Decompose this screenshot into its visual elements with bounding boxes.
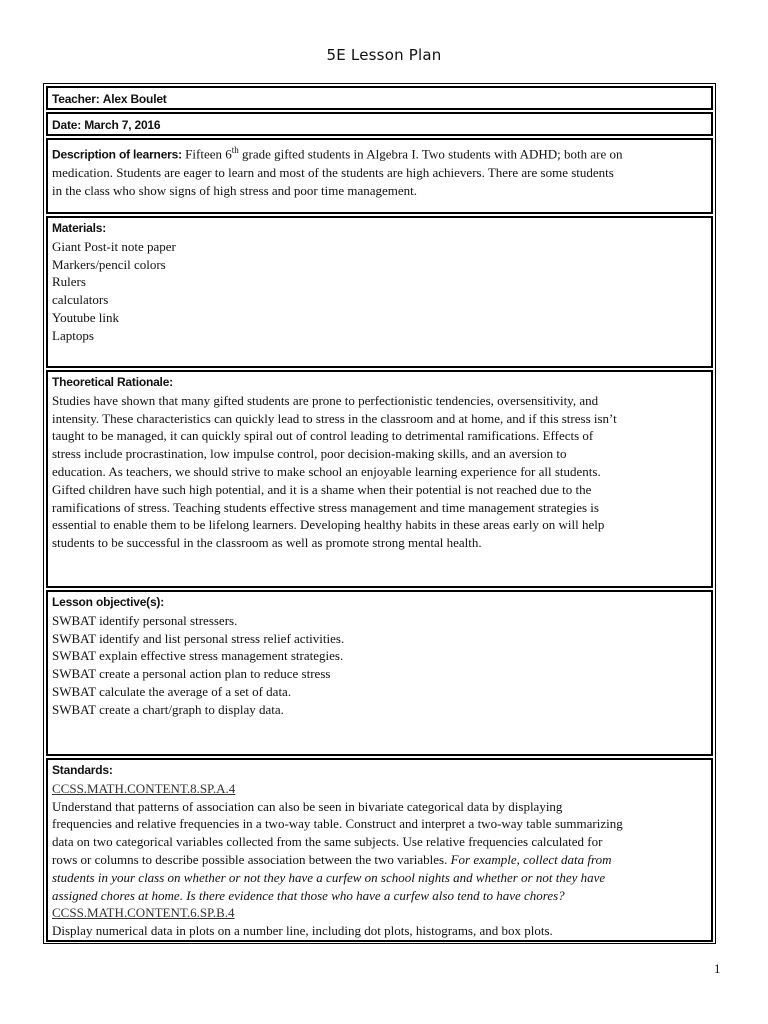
objective-item: SWBAT create a personal action plan to reduce stress: [52, 666, 331, 682]
standard-example-start: For example, collect data from: [450, 851, 612, 867]
learners-text-1b: grade gifted students in Algebra I. Two students with ADHD; both are on: [238, 146, 623, 162]
learners-superscript: th: [231, 145, 239, 155]
rationale-line: stress include procrastination, low impulse control, poor decision-making skills, and an aversion to: [52, 446, 567, 462]
learners-section: [46, 138, 713, 214]
standards-section: [46, 758, 713, 942]
objective-item: SWBAT identify and list personal stress relief activities.: [52, 630, 345, 646]
objectives-section: [46, 590, 713, 756]
materials-item: Youtube link: [52, 309, 119, 325]
standard-text-line: frequencies and relative frequencies in a two-way table. Construct and interpret a two-way table summarizing: [52, 816, 623, 832]
standard-text-line: Understand that patterns of association can also be seen in bivariate categorical data by displaying: [52, 798, 563, 814]
objective-item: SWBAT identify personal stressers.: [52, 612, 238, 628]
materials-item: Rulers: [52, 274, 86, 290]
date-row: [46, 112, 713, 136]
date-value: March 7, 2016: [84, 118, 161, 132]
standard-example-line: students in your class on whether or not they have a curfew on school nights and whether or not they have: [52, 869, 606, 885]
teacher-name: Alex Boulet: [102, 92, 167, 106]
rationale-line: intensity. These characteristics can quickly lead to stress in the classroom and at home, and if this stress isn’t: [52, 410, 617, 426]
standard-text-line: [52, 851, 706, 869]
standard-link-6-sp-b-4[interactable]: CCSS.MATH.CONTENT.6.SP.B.4: [52, 905, 235, 921]
standard-text-plain: rows or columns to describe possible association between the two variables.: [52, 851, 451, 867]
learners-line-2: medication. Students are eager to learn and most of the students are high achievers. There are some students: [52, 165, 614, 181]
objective-item: SWBAT explain effective stress management strategies.: [52, 648, 344, 664]
standard-text-line: data on two categorical variables collected from the same subjects. Use relative frequencies calculated for: [52, 834, 603, 850]
lesson-plan-table: [43, 83, 716, 944]
standard-text-line: Display numerical data in plots on a number line, including dot plots, histograms, and box plots.: [52, 923, 553, 939]
learners-line-1: [52, 142, 706, 164]
rationale-line: ramifications of stress. Teaching students effective stress management and time management strategies is: [52, 499, 599, 515]
materials-item: calculators: [52, 292, 109, 308]
learners-label: Description of learners:: [52, 147, 182, 162]
objective-item: SWBAT create a chart/graph to display data.: [52, 701, 284, 717]
standards-label: Standards:: [52, 763, 113, 777]
rationale-line: students to be successful in the classroom as well as promote strong mental health.: [52, 535, 482, 551]
materials-section: [46, 216, 713, 368]
page-title: 5E Lesson Plan: [326, 46, 442, 64]
rationale-section: [46, 370, 713, 588]
objectives-label: Lesson objective(s):: [52, 595, 165, 609]
objective-item: SWBAT calculate the average of a set of data.: [52, 683, 292, 699]
standard-link-8-sp-a-4[interactable]: CCSS.MATH.CONTENT.8.SP.A.4: [52, 780, 236, 796]
materials-item: Markers/pencil colors: [52, 256, 166, 272]
rationale-line: essential to enable them to be lifelong learners. Developing healthy habits in these areas early on will help: [52, 517, 605, 533]
materials-label: Materials:: [52, 221, 107, 235]
date-label: Date:: [52, 118, 82, 132]
rationale-line: education. As teachers, we should strive to make school an enjoyable learning experience for all students.: [52, 463, 601, 479]
rationale-line: Studies have shown that many gifted students are prone to perfectionistic tendencies, oversensitivity, and: [52, 392, 599, 408]
materials-item: Laptops: [52, 327, 94, 343]
learners-text-1a: Fifteen 6: [181, 146, 232, 162]
page-number: 1: [714, 961, 721, 976]
learners-line-3: in the class who show signs of high stress and poor time management.: [52, 182, 418, 198]
materials-item: Giant Post-it note paper: [52, 238, 176, 254]
rationale-line: taught to be managed, it can quickly spiral out of control leading to detrimental ramifications. Effects of: [52, 428, 594, 444]
teacher-label: Teacher:: [52, 92, 100, 106]
teacher-row: [46, 86, 713, 110]
rationale-label: Theoretical Rationale:: [52, 375, 173, 389]
standard-example-line: assigned chores at home. Is there evidence that those who have a curfew also tend to have chores?: [52, 887, 565, 903]
rationale-line: Gifted children have such high potential, and it is a shame when their potential is not reached due to the: [52, 481, 592, 497]
